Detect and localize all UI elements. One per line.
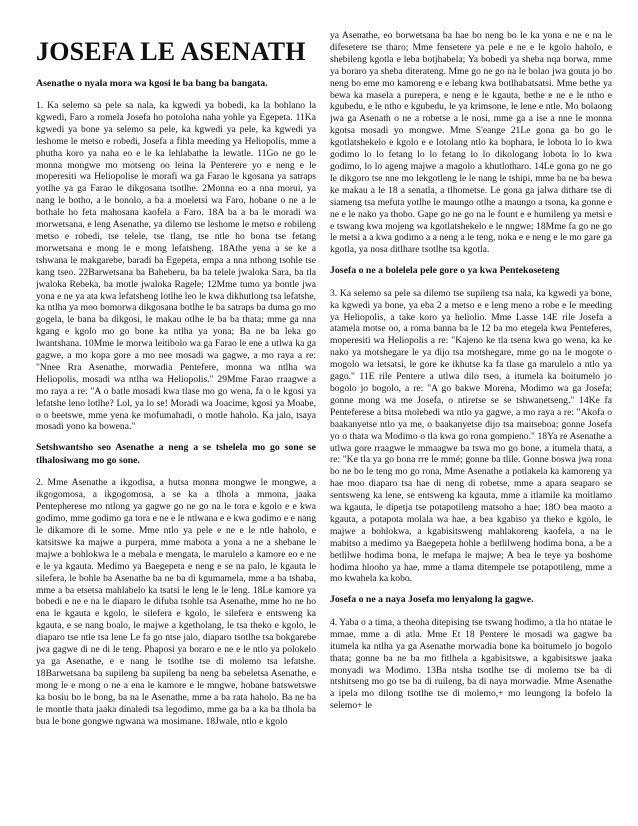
- paragraph-4: 4. Yaba o a tima, a theoha ditepising tse tswang hodimo, a tla ho ntatae le mmae, mme a di atla. Mme Et 18 Pentere le mosadi wa gagwe ba itumela ka ntlha ya ga Asenathe morwadia bone ka boitumelo jo bogolo thata; gonne ba ne ba mo fitlhela a kgabisitswe, a kgabisitswe jaaka monyadi wa Modimo. 13Ba ntsha tsotlhe tse di molemo tse ba di ntshitseng mo go tse ba di ruileng, ba di naya morwadie. Mme Asenathe a ipela mo dilong tsotlhe tse di molemo,+ mo leungong la bofelo la selemo+ le: [330, 616, 612, 712]
- document-subtitle: Asenathe o nyala mora wa kgosi le ba bang ba bangata.: [36, 78, 268, 89]
- paragraph-2-continued: ya Asenathe, eo borwetsana ba hae bo neng bo le ka yona e ne e na le difesetere tse tharo; Mme fensetere ya pele e ne e le kgolo haholo, e shebileng kgotla e leba botjhabela; Ya bobedi ya sheba nqa borwa, mme ya boraro ya sheba diterateng. Mme go ne go na le bolao jwa gouta jo bo neng bo eme mo kamoreng e e lebang kwa botlhabatsatsi. Mme bethe ya bewa ka masela a purepera, e neng e le kgauta, bethe e ne e le ntho e kgubedu, e le ntho e kgubedu, le ya krimsone, le lene e ntle. Mo bolaong jwa ga Asenath o ne a robetse a le nosi, mme ga a ise a nne le monna kgotsa mosadi yo mongwe. Mme S'eange 21Le gona ga bo go le kgotlatshekelo e kgolo e e lotolang ntlo ka bophara, le lobota lo lo kwa godimo lo lo fetang lo lo fetang lo lo dikologang lobota lo lo kwa godimo, lo lo ageng majwe a magolo a khutlotharo. 14Le gona go ne go le dikgoro tse nne mo lekgotleng le le nang le tshipi, mme ba ne ba bewa ke makau a le 18 a senatla, a tlhometse. Le gona ga jalwa dithare tse di siameng tsa mefuta yotlhe le maungo otlhe a maungo a tsona, ka gonne e ne e le nako ya thobo. Gape go ne go na le fount e e humileng ya metsi e e tswang kwa mojeng wa kgotlatshekelo e le nngwe; 18Mme fa go ne go le metsi a a kwa godimo a a neng a le teng, noka e e neng e le mo gare ga kgotla, ya nosa ditlhare tsotlhe tsa kgotla.: [330, 30, 612, 256]
- right-column: [330, 30, 612, 812]
- left-column: [36, 38, 316, 820]
- section-heading-2: Setshwantsho seo Asenathe a neng a se tshelela mo go sone se tlhalosiwang mo go sone.: [36, 442, 316, 466]
- document-title: JOSEFA LE ASENATH: [36, 38, 306, 66]
- section-heading-3: Josefa o ne a bolelela pele gore o ya kwa Pentekoseteng: [330, 265, 560, 277]
- section-heading-4: Josefa o ne a naya Josefa mo lenyalong la gagwe.: [330, 594, 534, 606]
- paragraph-3: 3. Ka selemo sa pele sa dilemo tse supileng tsa nala, ka kgwedi ya bone, ka kgwedi ya bone, ya eba 2 a metso e e leng meno a robe e le meeding ya Heliopolis, a take koro ya heliolio. Mme Lasse 14E rile Josefa a atamela motse oo, a roma banna ba le 12 ba mo etegela kwa Penteferes, moperesiti wa Heliopolis a re: "Kajeno ke tla tsena kwa go wena, ka ke nako ya motshegare le ya dijo tsa motshegare, mme go na le mogote o mogolo wa letsatsi, le gore ke ikhutse ka fa tlase ga marulelo a ntlo ya gago." 11E rile Pentere a utlwa dilo tseo, a itumela ka boitumelo jo bogolo jo bogolo, a re: "A go bakwe Morena, Modimo wa ga Josefa; gonne mong wa me Josefa, o ntiretse se se tshwanetseng." 14Ke fa Penteferese a bitsa molebedi wa ntlo ya gagwe, a mo raya a re: "Akofa o baakanyetse ntlo ya me, o baakanyetse dijo tsa maitseboa; gonne Josefa yo o thata wa Modimo o tla kwa go rona gompieno." 18Ya re Asenathe a utlwa gore rraagwe le mmaagwe ba tswa mo go bone, a itumela thata, a re: "Ke tla ya go bona rre le mmé; gonne ba tlile. Gonne boswa jwa rona bo ne bo le teng mo go rona, Mme Asenathe a potlakela ka kamoreng ya hae moo diaparo tsa hae di neng di robetse, mme a apara seaparo se sentsweng ka lene, se entsweng ka kgauta, mme a itlamile ka moitlamo wa kgauta, le dipetja tse potapotileng matsoho a hae; 18O bea maoto a kgauta, a potapota molala wa hae, a bea kgabiso ya theko e kgolo, le majwe a bohlokwa, a kgabisitsweng mahlakoreng kaofela, a na le mabitso a medimo ya Baegepeta hohle a betlilweng hodima bona, a be a betlilwe hodima bona, le mefapa le majwe; A bea le teye ya boshome hodima hlooho ya hae, mme a tlama ditempele tse potapotileng, mme a mo kwahela ka kobo.: [330, 287, 612, 585]
- paragraph-2: 2. Mme Asenathe a ikgodisa, a hutsa monna mongwe le mongwe, a ikgogomosa, a ikgogomosa, a se ka a tlhola a mmona, jaaka Pentepherese mo ntlong ya gagwe go ne go na le tora e kgolo e e kwa godimo, mme godimo ga tora e ne e le ntlwana e e kwa godimo e e nang le dikamore di le some. Mme ntlo ya pele e ne e le ntle haholo, e katsitswe ka majwe a purpera, mme mabota a yona a ne a shebane le majwe a bohlokwa le a mebala e mengata, le marulelo a kamore eo e ne e le ya kgauta. Medimo ya Baegepeta e neng e se na palo, le kgauta le silefera, le bohle ba Asenathe ba ne ba di kgumamela, mme a ba tshaba, mme a ba etsetsa mahlabelo ka tsatsi le leng le le leng. 18Le kamore ya bobedi e ne e na le diaparo le difuba tsohle tsa Asenathe, mme ho ne ho ena le kgauta e kgolo, le silefera e kgolo, le silefera e entsweng ka kgauta, e se nang boalo, le majwe a kgetholang, le tsa theko e kgolo, le diaparo tse ntle tsa lene Le fa go ntse jalo, diaparo tsotlhe tsa bokgarebe jwa gagwe di ne di le teng. Phaposi ya boraro e ne e le ntlo ya polokelo ya ga Asenathe, e e nang le tsotlhe tse di molemo tsa lefatshe. 18Barwetsana ba supileng ba supileng ba neng ba sebeletsa Asenathe, e mong le e mong o ne a ena le kamore e le mngwe, hobane batswetswe ka bosiu bo le bong, ba na le Asenathe, mme a ba rata haholo. Ba ne ba le montle thata jaaka dinaledi tsa legodimo, mme ga ba a ka ba tlhola ba bua le bone gongwe ngwana wa mosimane. 18Jwale, ntlo e kgolo: [36, 477, 316, 727]
- paragraph-1: 1. Ka selemo sa pele sa nala, ka kgwedi ya bobedi, ka la bohlano la kgwedi, Faro a romela Josefa ho potoloha naha yohle ya Egepeta. 11Ka kgwedi ya bone ya selemo sa pele, ka kgwedi ya pele, ka kgwedi ya leshome le metso e robedi, Josefa a fihla meeding ya Heliopolis, mme a phutha koro ya naha eo e le ka lehlabathe la lewatle. 11Go ne go le monna mongwe mo motseng oo leina la Penterere yo e neng e le moperesiti wa Heliopolise le morafi wa ga Farao le kgosana ya satraps yotlhe ya ga Farao le dikgosana tsotlhe. 2Monna eo a nna moruì, ya nang le botho, a le bonolo, a ba a moeletsi wa Faro, hobane o ne a le bothale ho feta mahosana kaofela a Faro. 18A ba a ba le moradi wa morwetsana, e leng Asenathe, ya dilemo tse leshome le metso e robileng metso e robedi, tse telele, tse tlang, tse ntle ho bona tse fetang morwetsana e mong le e mong lefatsheng. 18Athe yena a se ke a tshwana le makgarebe, baradi ba Egepeta, empa a nna nthong tsohle tse kang tseo. 22Barwetsana ba Baheberu, ba ba telele jwaloka Sara, ba tla jwaloka Rebeka, ba motle jwaloka Ragele; 12Mme tumo ya bontle jwa yona e ne ya ata kwa lefatsheng lotlhe leo le kwa dikhutlong tsa lefatshe, ka ntlha ya moo bomorwa dikgosana botlhe le ba satraps ba duma go mo gogela, le bana ba dikgosi, le makau otlhe le ba ba thata; mme ga nna kgang e kgolo mo go bone ka ntlha ya yona; Ba ne ba leka go lwantshana. 10Mme le morwa leitibolo wa ga Farao le ene a utlwa ka ga gagwe, a mo kopa gore a mo nee mosadi wa gagwe, a mo raya a re: "Nnee Rra Asenathe, morwadia Pentefere, monna wa ntlha wa Heliopolis, mosadi wa ntlha wa Heliopolis." 29Mme Farao rraagwe a mo raya a re: "A o batle mosadi kwa tlase mo go wena, fa o le kgosi ya lefatshe leno lotlhe? Lol, ya lo se! Moradi wa Joacime, kgosi ya Moabe, o o beetswe, mme yena ke mofumahadi, o motle haholo. Ka jalo, tsaya mosadi yono ka bowena.": [36, 100, 316, 433]
